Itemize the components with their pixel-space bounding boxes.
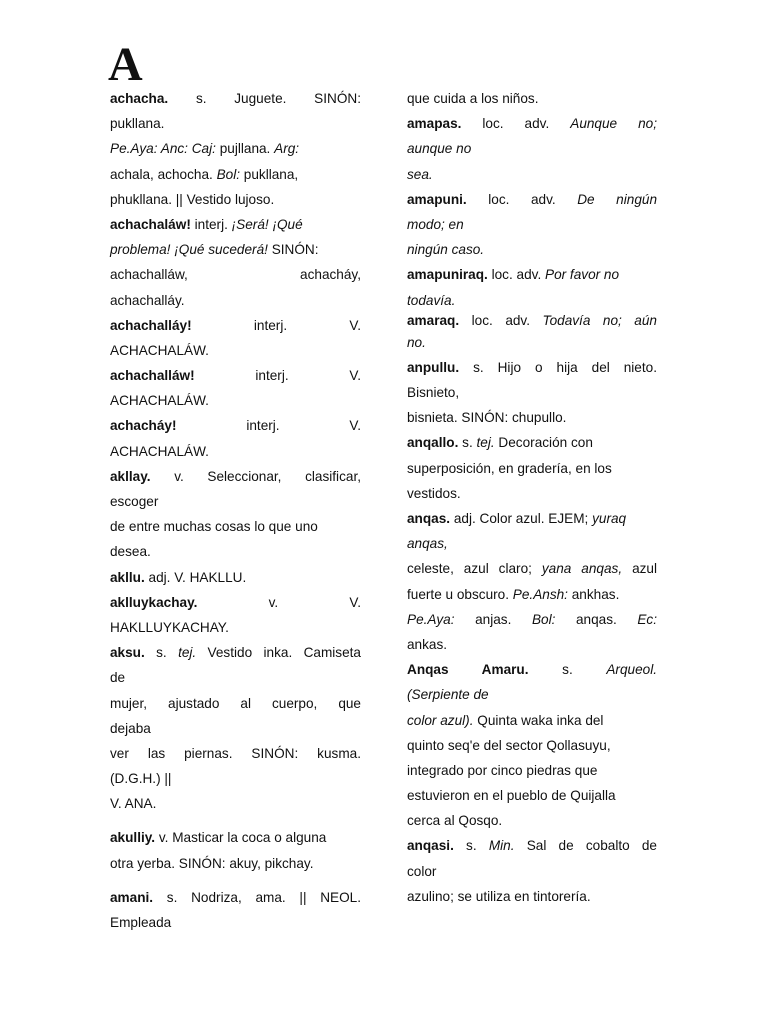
text-line	[110, 825, 361, 850]
italic-text: sea.	[407, 166, 433, 182]
headword: achacha.	[110, 91, 169, 106]
headword: akulliy.	[110, 830, 156, 846]
headword: amapuniraq.	[407, 267, 488, 283]
right-column	[407, 86, 657, 909]
text-line	[110, 716, 361, 741]
body-text: anqas.	[555, 611, 638, 627]
headword: achacháy!	[110, 418, 177, 434]
text-line	[110, 212, 361, 237]
body-text: interj. V.	[191, 317, 361, 333]
body-text: desea.	[110, 544, 151, 560]
headword: amaraq.	[407, 312, 460, 328]
text-line	[407, 556, 657, 581]
body-text: v. Masticar la coca o alguna	[155, 830, 327, 846]
headword: achachalláw!	[110, 368, 195, 384]
italic-text: todavía.	[407, 292, 456, 308]
italic-text: color azul).	[407, 712, 474, 728]
body-text: loc. adv.	[487, 267, 545, 283]
text-line	[407, 531, 657, 556]
italic-text: Pe.Aya:	[407, 611, 455, 627]
body-text: pujllana.	[215, 141, 275, 157]
body-text: bisnieta. SINÓN: chupullo.	[407, 410, 567, 426]
body-text: adj. Color azul. EJEM;	[450, 511, 593, 526]
italic-text: De ningún	[577, 191, 658, 207]
body-text: loc. adv.	[459, 312, 543, 328]
text-line	[407, 405, 657, 430]
body-text: superposición, en gradería, en los	[407, 460, 612, 476]
italic-text: Pe.Ansh:	[512, 586, 568, 602]
text-line	[110, 313, 361, 338]
body-text: Quinta waka inka del	[473, 712, 604, 728]
text-line	[110, 187, 361, 212]
headword: aksu.	[110, 645, 145, 661]
body-text: fuerte u obscuro.	[407, 586, 513, 602]
body-text: (D.G.H.) ||	[110, 771, 172, 787]
body-text: ACHACHALÁW.	[110, 342, 209, 358]
text-line	[110, 791, 361, 816]
text-line	[110, 514, 361, 539]
headword: aklluykachay.	[110, 594, 198, 610]
entry-gap	[110, 876, 361, 885]
body-text: anjas.	[454, 611, 532, 627]
body-text: de	[110, 670, 126, 686]
text-line	[110, 413, 361, 438]
entry-gap	[110, 816, 361, 825]
text-line	[407, 380, 657, 405]
text-line	[407, 288, 657, 313]
text-line	[110, 851, 361, 876]
body-text: interj. V.	[176, 418, 361, 434]
body-text: s.	[144, 645, 179, 661]
text-line	[407, 833, 657, 858]
italic-text: ¡Será! ¡Qué	[231, 216, 303, 232]
text-line	[407, 481, 657, 506]
body-text: interj.	[190, 216, 232, 232]
body-text: interj. V.	[194, 368, 361, 384]
italic-text: Min.	[488, 838, 515, 854]
text-line	[407, 657, 657, 682]
text-line	[110, 439, 361, 464]
text-line	[407, 430, 657, 455]
body-text: escoger	[110, 494, 159, 509]
body-text: ACHACHALÁW.	[110, 393, 209, 409]
italic-text: modo; en	[407, 216, 464, 232]
body-text: ankas.	[407, 636, 448, 652]
text-line	[110, 640, 361, 665]
text-line	[407, 237, 657, 262]
body-text: Sal de cobalto de	[514, 838, 657, 854]
text-line	[110, 910, 361, 935]
headword: amapuni.	[407, 191, 467, 207]
headword: amapas.	[407, 116, 462, 132]
body-text: s. Hijo o hija del nieto.	[459, 359, 657, 375]
italic-text: (Serpiente de	[407, 687, 489, 703]
body-text: celeste, azul claro;	[407, 561, 542, 577]
italic-text: anqas,	[407, 536, 448, 552]
body-text: azulino; se utiliza en tintorería.	[407, 888, 591, 904]
italic-text: Bol:	[216, 166, 240, 182]
text-line	[407, 708, 657, 733]
text-line	[110, 388, 361, 413]
text-line	[110, 162, 361, 187]
body-text: de entre muchas cosas lo que uno	[110, 519, 318, 535]
body-text: s.	[453, 838, 489, 854]
text-line	[407, 884, 657, 909]
text-line	[110, 237, 361, 262]
body-text: azul	[622, 561, 658, 577]
text-line	[407, 86, 657, 111]
text-line	[110, 86, 361, 111]
text-line	[407, 859, 657, 884]
body-text: que cuida a los niños.	[407, 91, 539, 106]
body-text: dejaba	[110, 720, 151, 736]
text-line	[110, 665, 361, 690]
body-text: vestidos.	[407, 485, 461, 501]
italic-text: tej.	[178, 645, 197, 661]
body-text: ver las piernas. SINÓN: kusma.	[110, 745, 361, 761]
body-text: ankhas.	[567, 586, 620, 602]
left-column	[110, 86, 361, 935]
text-line	[110, 565, 361, 590]
text-line	[110, 615, 361, 640]
body-text: SINÓN:	[267, 242, 319, 258]
text-line	[110, 691, 361, 716]
text-line	[407, 783, 657, 808]
body-text: achachalláy.	[110, 292, 185, 308]
text-line	[110, 338, 361, 363]
text-line	[110, 539, 361, 564]
text-line	[110, 489, 361, 514]
body-text: pukllana,	[240, 166, 299, 182]
body-text: Empleada	[110, 915, 172, 930]
body-text: v. Seleccionar, clasificar,	[150, 468, 361, 484]
headword: anqas.	[407, 511, 451, 526]
italic-text: ningún caso.	[407, 242, 485, 258]
text-line	[407, 682, 657, 707]
text-line	[407, 758, 657, 783]
body-text: estuvieron en el pueblo de Quijalla	[407, 788, 616, 804]
text-line	[407, 111, 657, 136]
body-text: loc. adv.	[466, 191, 578, 207]
italic-text: Pe.Aya: Anc: Caj:	[110, 141, 216, 157]
text-line	[407, 808, 657, 833]
text-line	[407, 162, 657, 187]
headword: achachalláy!	[110, 317, 192, 333]
body-text: achala, achocha.	[110, 166, 217, 182]
italic-text: no.	[407, 334, 426, 350]
body-text: otra yerba. SINÓN: akuy, pikchay.	[110, 855, 314, 871]
text-line	[110, 111, 361, 136]
body-text: ACHACHALÁW.	[110, 443, 209, 459]
text-line	[110, 288, 361, 313]
body-text: HAKLLUYKACHAY.	[110, 619, 229, 635]
headword: anpullu.	[407, 359, 460, 375]
headword: akllay.	[110, 468, 151, 484]
body-text: V. ANA.	[110, 796, 157, 812]
headword: amani.	[110, 889, 154, 905]
italic-text: Bol:	[531, 611, 556, 627]
text-line	[110, 464, 361, 489]
italic-text: Arqueol.	[606, 662, 657, 678]
italic-text: Por favor no	[545, 267, 620, 283]
body-text: s.	[458, 435, 477, 451]
italic-text: problema! ¡Qué sucederá!	[110, 242, 268, 258]
body-text: Vestido inka. Camiseta	[196, 645, 361, 661]
text-line	[407, 506, 657, 531]
text-line	[407, 456, 657, 481]
text-line	[110, 741, 361, 766]
body-text: v. V.	[197, 594, 361, 610]
text-line	[110, 262, 361, 287]
italic-text: Todavía no; aún	[542, 312, 657, 328]
text-line	[407, 136, 657, 161]
body-text: s.	[528, 662, 607, 678]
body-text: pukllana.	[110, 116, 165, 132]
text-line	[110, 885, 361, 910]
text-line	[407, 212, 657, 237]
body-text: loc. adv.	[461, 116, 571, 132]
headword: achachaláw!	[110, 216, 191, 232]
text-line	[110, 590, 361, 615]
body-text: color	[407, 863, 437, 879]
text-line	[407, 330, 657, 355]
italic-text: yana anqas,	[541, 561, 623, 577]
text-line	[407, 313, 657, 329]
italic-text: Ec:	[637, 611, 657, 627]
body-text: s. Juguete. SINÓN:	[168, 91, 361, 106]
italic-text: Aunque no;	[570, 116, 658, 132]
body-text: adj. V. HAKLLU.	[144, 569, 247, 585]
text-line	[407, 733, 657, 758]
italic-text: Arg:	[274, 141, 300, 157]
body-text: achachalláw, achacháy,	[110, 267, 361, 283]
italic-text: aunque no	[407, 141, 472, 157]
text-line	[407, 582, 657, 607]
body-text: mujer, ajustado al cuerpo, que	[110, 695, 361, 711]
text-line	[110, 766, 361, 791]
headword: Anqas Amaru.	[407, 662, 529, 678]
body-text: Decoración con	[494, 435, 593, 451]
body-text: Bisnieto,	[407, 385, 460, 401]
italic-text: tej.	[476, 435, 495, 451]
headword: akllu.	[110, 569, 145, 585]
headword: anqallo.	[407, 435, 459, 451]
headword: anqasi.	[407, 838, 454, 854]
body-text: s. Nodriza, ama. || NEOL.	[153, 889, 361, 905]
body-text: cerca al Qosqo.	[407, 813, 503, 829]
text-line	[110, 363, 361, 388]
text-line	[407, 355, 657, 380]
italic-text: yuraq	[592, 511, 627, 526]
text-line	[110, 136, 361, 161]
text-line	[407, 632, 657, 657]
body-text: phukllana. || Vestido lujoso.	[110, 191, 275, 207]
text-line	[407, 262, 657, 287]
text-line	[407, 187, 657, 212]
section-letter: A	[108, 38, 143, 91]
body-text: quinto seq'e del sector Qollasuyu,	[407, 737, 611, 753]
text-line	[407, 607, 657, 632]
body-text: integrado por cinco piedras que	[407, 762, 598, 778]
